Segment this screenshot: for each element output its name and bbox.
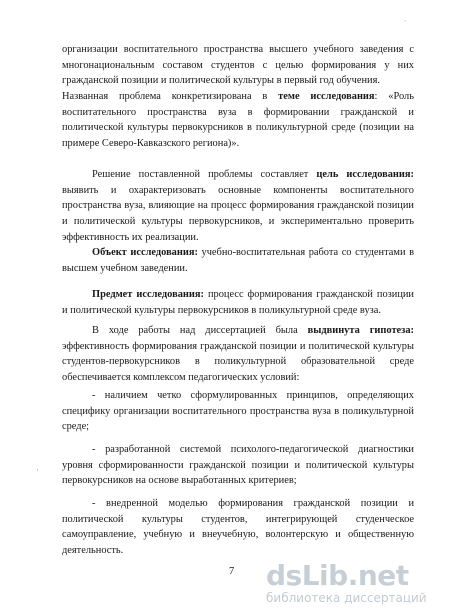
watermark-logo: dsLib.net (266, 559, 409, 592)
list-item-model: - внедренной моделью формирования гражданской позиции и политической культуры студентов, интегрирующей студенческое самоуправление, учебную и внеучебную, волонтерскую и общественную деятельность. (62, 498, 414, 557)
scan-mark-top: · (404, 17, 407, 25)
paragraph-hypothesis: В ходе работы над диссертацией была выдвинута гипотеза: эффективность формирования гражданской позиции и политической культуры студентов-первокурсников в поликультурной образовательной среде обеспечивается комплексом педагогических условий: (62, 325, 414, 384)
scan-mark-left: ' (37, 468, 39, 476)
page-number: 7 (229, 566, 235, 577)
watermark-subtitle: библиотека диссертаций (266, 591, 427, 605)
goal-term: цель исследования: (316, 169, 414, 180)
paragraph-subject: Предмет исследования: процесс формирования гражданской позиции и политической культуры первокурсников в поликультурной среде вуза. (62, 289, 414, 316)
paragraph-intro: организации воспитательного пространства высшего учебного заведения с многонациональным составом студентов с целью формирования у них гражданской позиции и политической культуры в первый год обучения. (62, 44, 414, 87)
paragraph-goal: Решение поставленной проблемы составляет цель исследования: выявить и охарактеризовать основные компоненты воспитательного пространства вуза, влияющие на процесс формирования гражданской позиции и политической культуры первокурсников, и экспериментально проверить эффективность их реализации. (62, 169, 414, 243)
list-item-principles: - наличием четко сформулированных принципов, определяющих специфику организации воспитательного пространства вуза в поликультурной среде; (62, 390, 414, 433)
hypothesis-term: выдвинута гипотеза: (307, 325, 414, 336)
object-term: Объект исследования: (92, 247, 198, 258)
subject-term: Предмет исследования: (92, 289, 204, 300)
list-item-diagnostics: - разработанной системой психолого-педагогической диагностики уровня сформированности гражданской позиции и политической культуры первокурсников на основе выработанных критериев; (62, 444, 414, 487)
watermark (266, 561, 436, 605)
paragraph-topic: Названная проблема конкретизирована в теме исследования: «Роль воспитательного пространства вуза в формировании гражданской и политической культуры первокурсников в поликультурной среде (позиции на примере Северо-Кавказского региона)». (62, 91, 414, 150)
topic-term: теме исследования (278, 91, 375, 102)
paragraph-object: Объект исследования: учебно-воспитательная работа со студентами в высшем учебном заведении. (62, 247, 414, 274)
